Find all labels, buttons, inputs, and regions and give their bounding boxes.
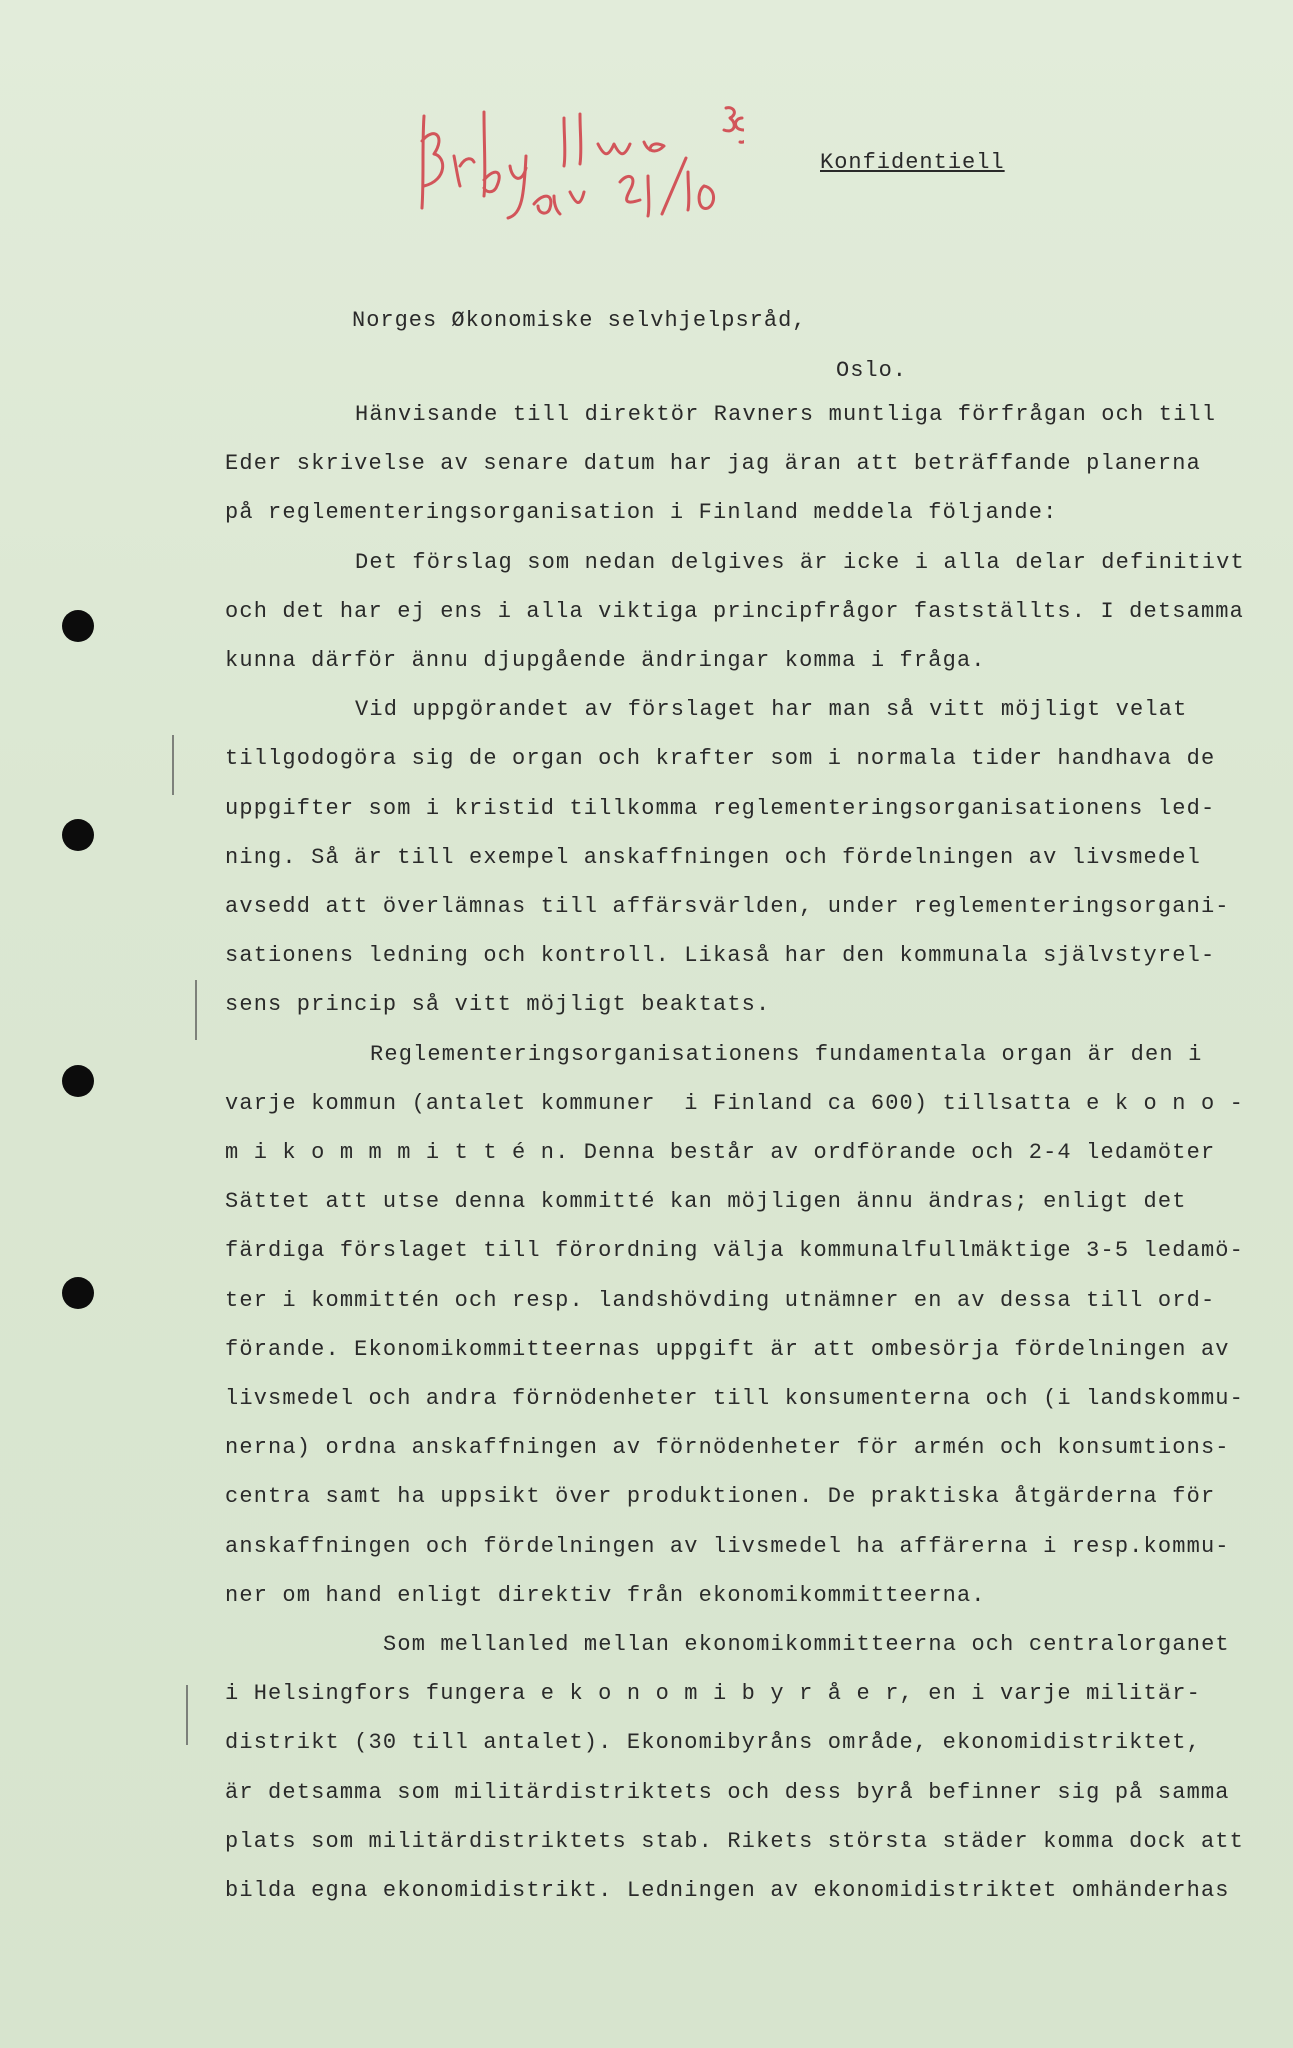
text-line: bilda egna ekonomidistrikt. Ledningen av ekonomidistriktet omhänderhas bbox=[225, 1878, 1230, 1904]
text-line: avsedd att överlämnas till affärsvärlden, under reglementeringsorgani- bbox=[225, 894, 1230, 920]
text-line: och det har ej ens i alla viktiga principfrågor fastställts. I detsamma bbox=[225, 598, 1245, 624]
text-line: tillgodogöra sig de organ och krafter som i normala tider handhava de bbox=[225, 746, 1216, 772]
text-line: nerna) ordna anskaffningen av förnödenheter för armén och konsumtions- bbox=[225, 1435, 1230, 1461]
text-line: Hänvisande till direktör Ravners muntliga förfrågan och till bbox=[355, 402, 1217, 427]
text-line: varje kommun (antalet kommuner i Finland ca 600) tillsatta e k o n o - bbox=[225, 1090, 1245, 1116]
punch-hole bbox=[62, 610, 94, 642]
text-line: ter i kommittén och resp. landshövding utnämner en av dessa till ord- bbox=[225, 1287, 1216, 1313]
text-line: kunna därför ännu djupgående ändringar komma i fråga. bbox=[225, 648, 986, 674]
text-line: livsmedel och andra förnödenheter till konsumenterna och (i landskommu- bbox=[225, 1386, 1245, 1412]
text-line: anskaffningen och fördelningen av livsmedel ha affärerna i resp.kommu- bbox=[225, 1533, 1230, 1559]
text-line: ning. Så är till exempel anskaffningen och fördelningen av livsmedel bbox=[225, 844, 1201, 870]
text-line: centra samt ha uppsikt över produktionen. De praktiska åtgärderna för bbox=[225, 1484, 1216, 1510]
text-line: färdiga förslaget till förordning välja kommunalfullmäktige 3-5 ledamö- bbox=[225, 1238, 1245, 1264]
text-line: Som mellanled mellan ekonomikommitteerna och centralorganet bbox=[383, 1632, 1230, 1658]
text-line: uppgifter som i kristid tillkomma reglementeringsorganisationens led- bbox=[225, 795, 1216, 821]
margin-mark bbox=[195, 980, 197, 1040]
handwritten-note bbox=[404, 96, 744, 226]
text-line: m i k o m m m i t t é n. Denna består av ordförande och 2-4 ledamöter bbox=[225, 1140, 1216, 1166]
text-line: plats som militärdistriktets stab. Rikets största städer komma dock att bbox=[225, 1828, 1245, 1854]
margin-mark bbox=[172, 735, 174, 795]
text-line: i Helsingfors fungera e k o n o m i b y r å e r, en i varje militär- bbox=[225, 1681, 1201, 1707]
margin-mark bbox=[186, 1685, 188, 1745]
punch-hole bbox=[62, 1065, 94, 1097]
text-line: Eder skrivelse av senare datum har jag äran att beträffande planerna bbox=[225, 451, 1201, 477]
punch-hole bbox=[62, 819, 94, 851]
text-line: är detsamma som militärdistriktets och dess byrå befinner sig på samma bbox=[225, 1779, 1230, 1805]
punch-hole bbox=[62, 1277, 94, 1309]
recipient-name: Norges Økonomiske selvhjelpsråd, bbox=[352, 308, 807, 333]
text-line: förande. Ekonomikommitteernas uppgift är att ombesörja fördelningen av bbox=[225, 1336, 1230, 1362]
text-line: Vid uppgörandet av förslaget har man så vitt möjligt velat bbox=[355, 697, 1188, 723]
text-line: Sättet att utse denna kommitté kan möjligen ännu ändras; enligt det bbox=[225, 1189, 1187, 1215]
text-line: ner om hand enligt direktiv från ekonomikommitteerna. bbox=[225, 1582, 986, 1608]
text-line: sens princip så vitt möjligt beaktats. bbox=[225, 992, 771, 1018]
text-line: distrikt (30 till antalet). Ekonomibyråns område, ekonomidistriktet, bbox=[225, 1730, 1201, 1756]
classification-label: Konfidentiell bbox=[820, 150, 1005, 175]
text-line: Reglementeringsorganisationens fundamentala organ är den i bbox=[370, 1041, 1203, 1067]
text-line: på reglementeringsorganisation i Finland meddela följande: bbox=[225, 500, 1058, 526]
recipient-city: Oslo. bbox=[836, 358, 908, 383]
text-line: sationens ledning och kontroll. Likaså har den kommunala självstyrel- bbox=[225, 943, 1216, 969]
handwritten-note-drawing bbox=[404, 96, 744, 226]
letter-body bbox=[225, 390, 1255, 1915]
text-line: Det förslag som nedan delgives är icke i alla delar definitivt bbox=[355, 549, 1245, 575]
